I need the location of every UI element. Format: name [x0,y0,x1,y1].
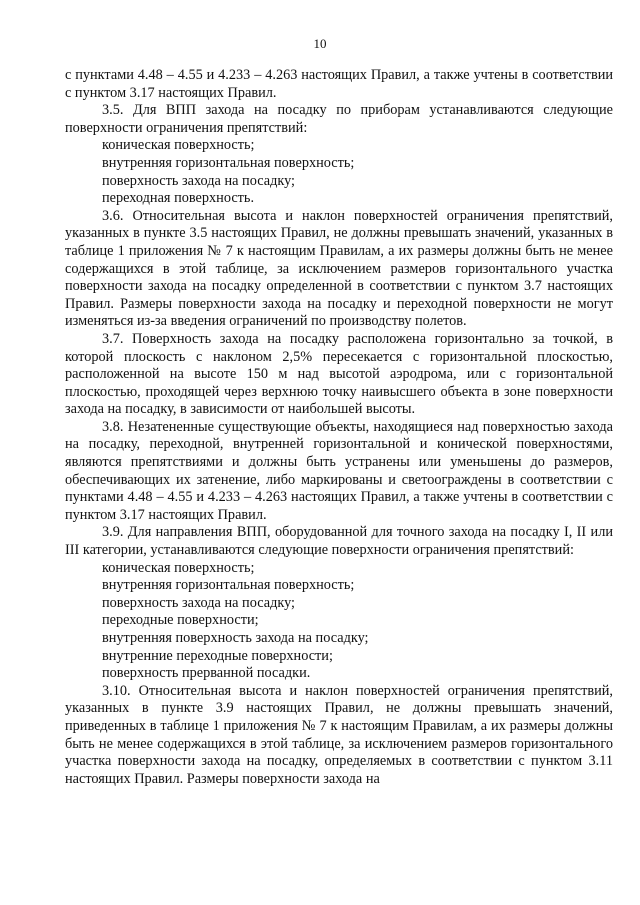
list-item: поверхность прерванной посадки. [102,665,311,682]
paragraph: 3.7. Поверхность захода на посадку расположена горизонтально за точкой, в которой плоскость с наклоном 2,5% пересекается с горизонтальной плоскостью, расположенной на высоте 150 м над высотой аэродрома, или с горизонтальной плоскостью, проходящей через верхнюю точку наивысшего объекта в зоне поверхности захода на посадку, в зависимости от наибольшей высоты. [65,330,613,418]
list-item: коническая поверхность; [102,137,255,154]
list-item: внутренняя поверхность захода на посадку; [102,630,369,646]
paragraph: 3.10. Относительная высота и наклон поверхностей ограничения препятствий, указанных в пункте 3.9 настоящих Правил, не должны превышать значений, приведенных в таблице 1 приложения № 7 к настоящим Правилам, а их размеры должны быть не менее содержащихся в этой таблице, за исключением размеров горизонтального участка поверхности захода на посадку, определяемых в соответствии с пунктом 3.11 настоящих Правил. Размеры поверхности захода на [65,682,613,787]
paragraph: 3.8. Незатененные существующие объекты, находящиеся над поверхностью захода на посадку, переходной, внутренней горизонтальной и конической поверхностями, являются препятствиями и должны быть устранены или уменьшены до размеров, обеспечивающих их затенение, либо маркированы и светоограждены в соответствии с пунктами 4.48 – 4.55 и 4.233 – 4.263 настоящих Правил, а также учтены в соответствии с пунктом 3.17 настоящих Правил. [65,418,613,523]
paragraph: 3.6. Относительная высота и наклон поверхностей ограничения препятствий, указанных в пункте 3.5 настоящих Правил, не должны превышать значений, указанных в таблице 1 приложения № 7 к настоящим Правилам, а их размеры должны быть не менее содержащихся в этой таблице, за исключением размеров горизонтального участка поверхности захода на посадку определенной в соответствии с пунктом 3.7 настоящих Правил. Размеры поверхности захода на посадку и переходной поверхности не могут изменяться из-за введения ограничений по производству полетов. [65,207,613,330]
list-item: переходные поверхности; [102,612,259,629]
paragraph: с пунктами 4.48 – 4.55 и 4.233 – 4.263 настоящих Правил, а также учтены в соответствии с пунктом 3.17 настоящих Правил. [65,67,613,101]
list-item: коническая поверхность; [102,559,255,576]
list-item: переходная поверхность. [102,190,255,207]
list-item: внутренние переходные поверхности; [102,647,333,664]
list-item: поверхность захода на посадку; [102,172,296,189]
document-body [65,67,613,788]
list-item: внутренняя горизонтальная поверхность; [102,577,355,594]
page-number: 10 [313,36,327,51]
list-item: поверхность захода на посадку; [102,594,296,611]
paragraph: 3.9. Для направления ВПП, оборудованной для точного захода на посадку I, II или III категории, устанавливаются следующие поверхности ограничения препятствий: [65,524,613,559]
list-item: внутренняя горизонтальная поверхность; [102,154,355,171]
paragraph: 3.5. Для ВПП захода на посадку по приборам устанавливаются следующие поверхности ограничения препятствий: [65,102,613,136]
